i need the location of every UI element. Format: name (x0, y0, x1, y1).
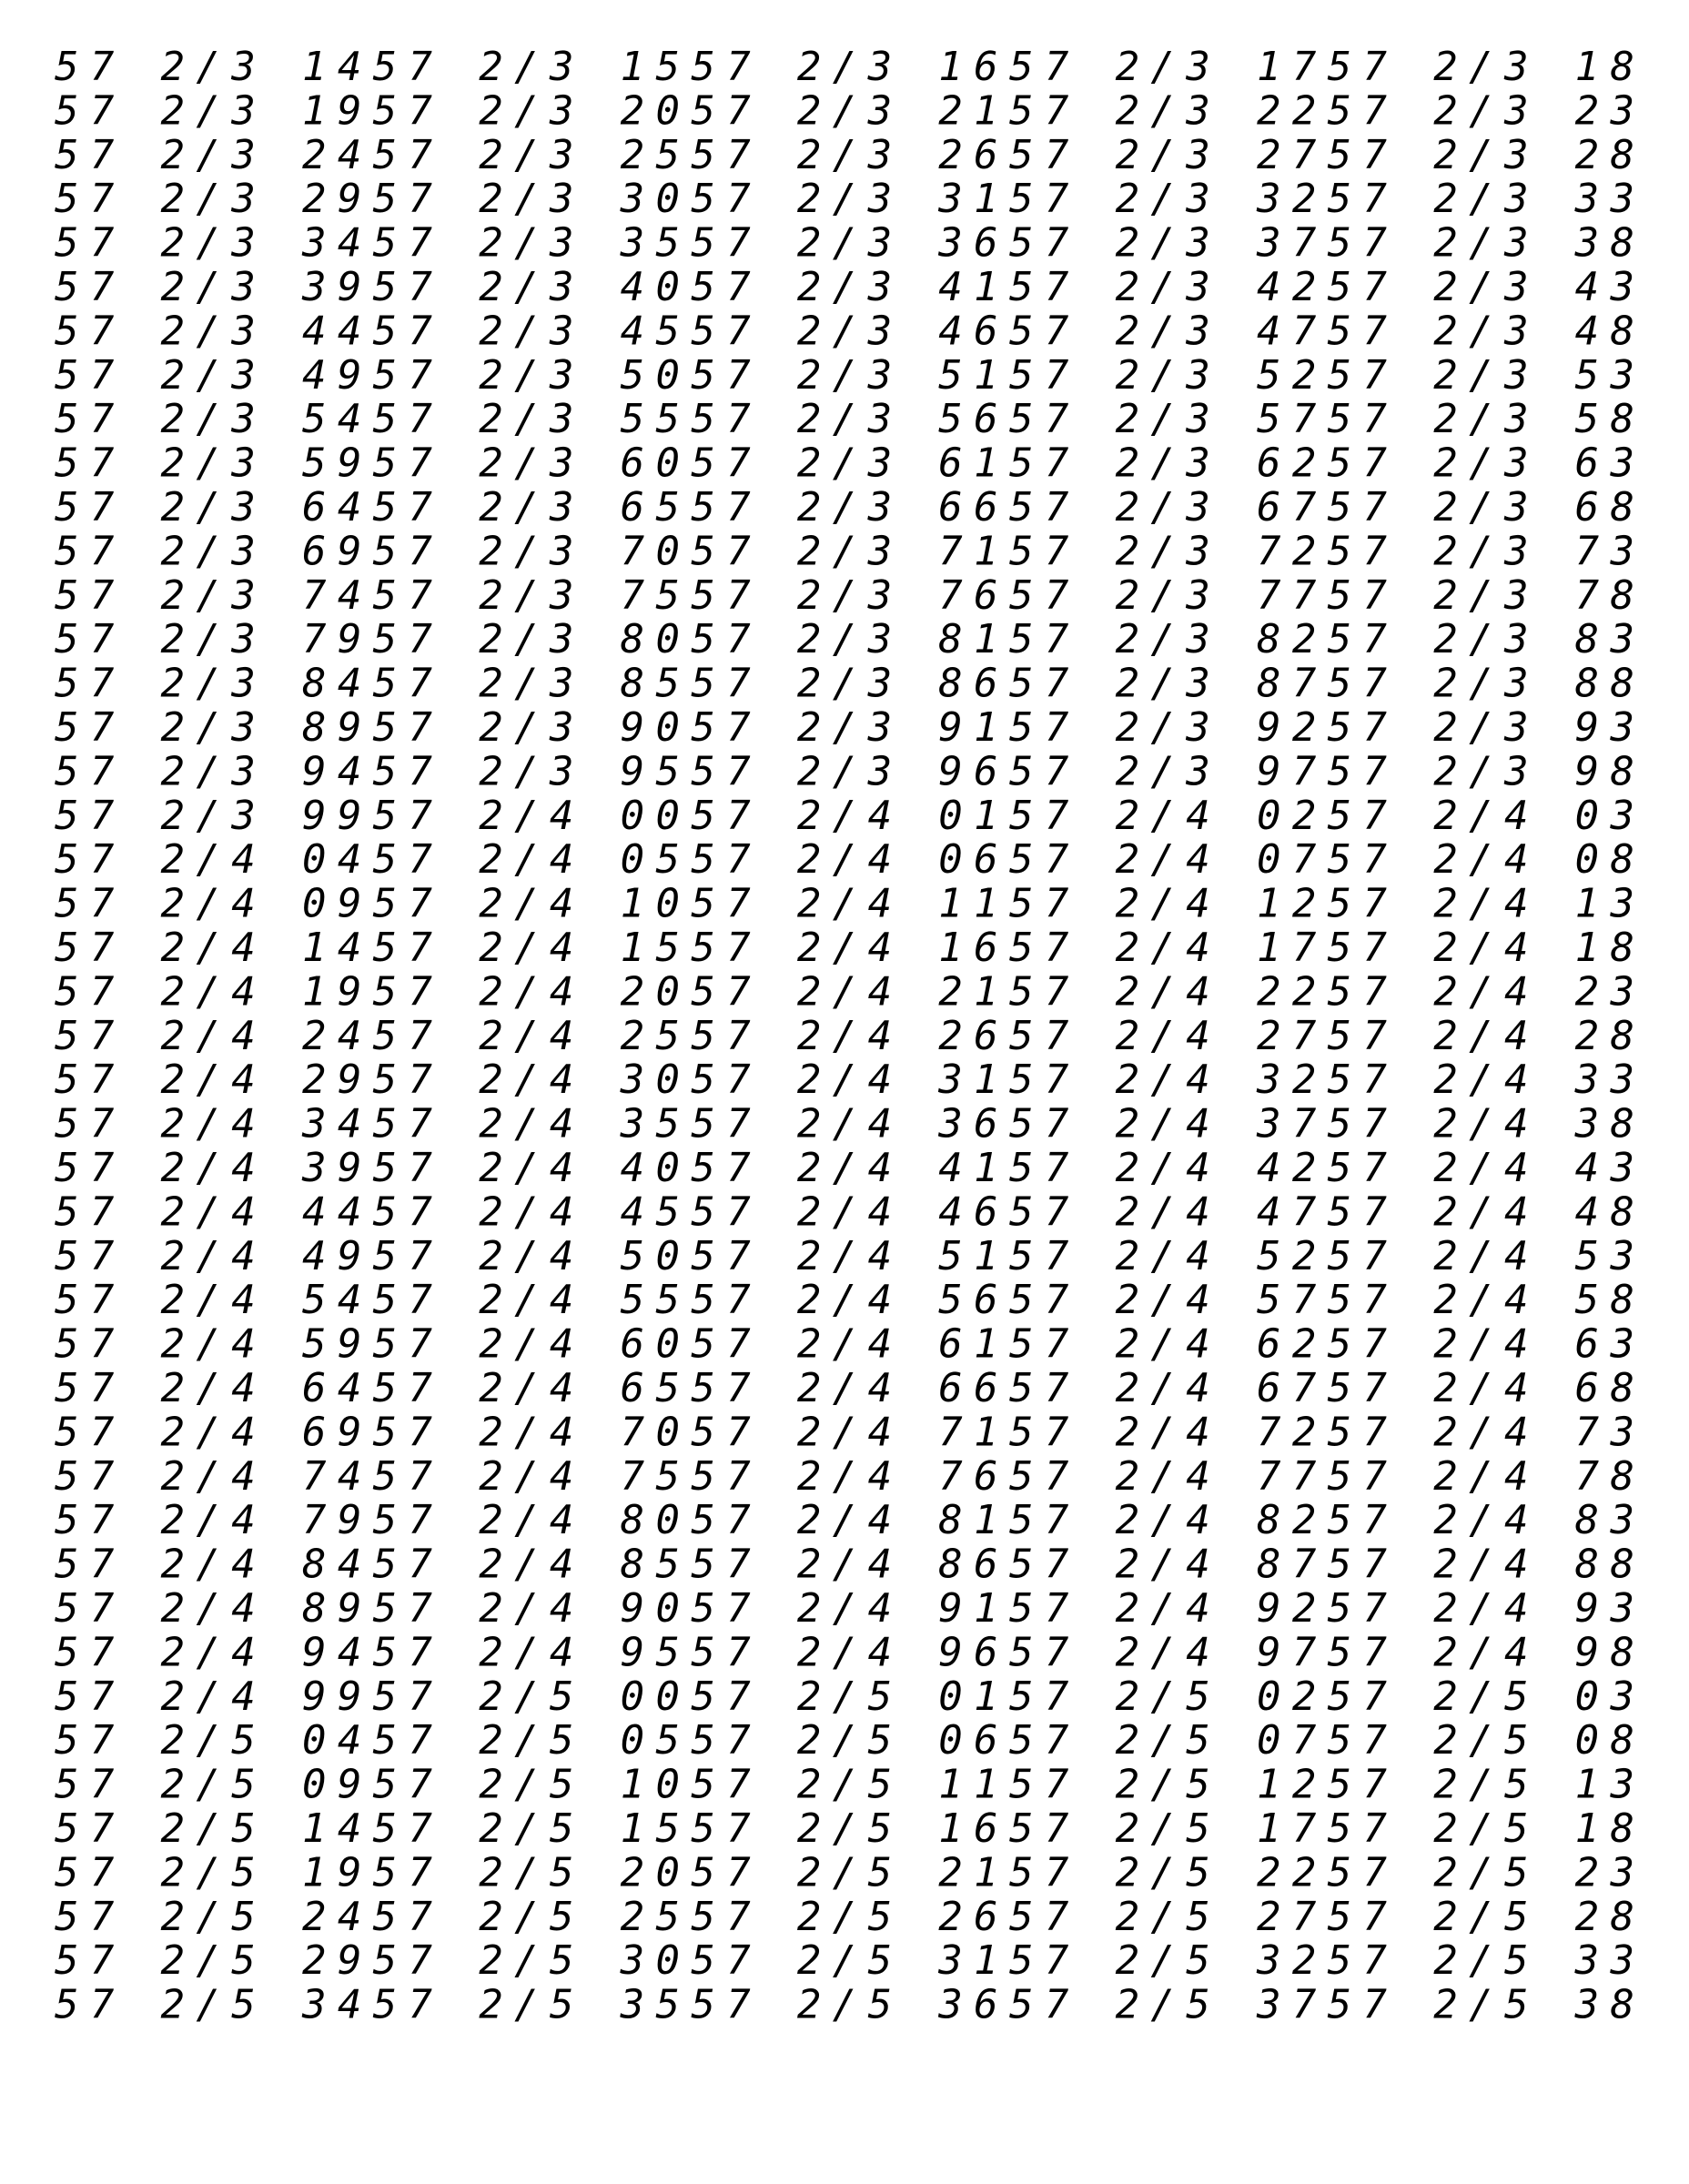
handwritten-row: 57 2/4 4457 2/4 4557 2/4 4657 2/4 4757 2/4 48 (55, 1188, 1634, 1236)
handwritten-row: 57 2/4 9957 2/5 0057 2/5 0157 2/5 0257 2/5 03 (55, 1673, 1634, 1720)
handwritten-row: 57 2/3 2457 2/3 2557 2/3 2657 2/3 2757 2/3 28 (55, 131, 1634, 178)
handwritten-row: 57 2/3 2957 2/3 3057 2/3 3157 2/3 3257 2/3 33 (55, 176, 1634, 223)
handwritten-row: 57 2/5 1457 2/5 1557 2/5 1657 2/5 1757 2/5 18 (55, 1805, 1634, 1852)
handwritten-row: 57 2/5 0957 2/5 1057 2/5 1157 2/5 1257 2/5 13 (55, 1761, 1634, 1808)
handwritten-row: 57 2/3 5957 2/3 6057 2/3 6157 2/3 6257 2/3 63 (55, 440, 1634, 487)
handwritten-row: 57 2/5 3457 2/5 3557 2/5 3657 2/5 3757 2/5 38 (55, 1981, 1634, 2028)
handwritten-row: 57 2/4 6457 2/4 6557 2/4 6657 2/4 6757 2/4 68 (55, 1365, 1634, 1411)
handwritten-row: 57 2/3 7957 2/3 8057 2/3 8157 2/3 8257 2/3 83 (55, 616, 1634, 663)
handwritten-row: 57 2/4 8957 2/4 9057 2/4 9157 2/4 9257 2/4 93 (55, 1585, 1634, 1632)
handwritten-row: 57 2/3 6457 2/3 6557 2/3 6657 2/3 6757 2/3 68 (55, 484, 1634, 531)
handwritten-row: 57 2/4 5957 2/4 6057 2/4 6157 2/4 6257 2/4 63 (55, 1320, 1634, 1368)
handwritten-row: 57 2/3 8957 2/3 9057 2/3 9157 2/3 9257 2/3 93 (55, 704, 1634, 751)
handwritten-row: 57 2/5 2457 2/5 2557 2/5 2657 2/5 2757 2/5 28 (55, 1893, 1634, 1940)
handwritten-rows (55, 44, 1634, 2028)
handwritten-row: 57 2/5 0457 2/5 0557 2/5 0657 2/5 0757 2/5 08 (55, 1717, 1634, 1764)
handwritten-row: 57 2/4 6957 2/4 7057 2/4 7157 2/4 7257 2/4 73 (55, 1409, 1634, 1456)
handwritten-row: 57 2/4 5457 2/4 5557 2/4 5657 2/4 5757 2/4 58 (55, 1277, 1634, 1324)
handwritten-row: 57 2/4 7457 2/4 7557 2/4 7657 2/4 7757 2/4 78 (55, 1452, 1634, 1500)
handwritten-row: 57 2/3 8457 2/3 8557 2/3 8657 2/3 8757 2/3 88 (55, 660, 1634, 707)
handwritten-row: 57 2/3 4957 2/3 5057 2/3 5157 2/3 5257 2/3 53 (55, 351, 1634, 399)
handwritten-row: 57 2/4 0957 2/4 1057 2/4 1157 2/4 1257 2/4 13 (55, 880, 1634, 927)
handwritten-row: 57 2/3 3457 2/3 3557 2/3 3657 2/3 3757 2/3 38 (55, 219, 1634, 267)
handwritten-row: 57 2/3 3957 2/3 4057 2/3 4157 2/3 4257 2/3 43 (55, 264, 1634, 310)
handwritten-row: 57 2/3 1957 2/3 2057 2/3 2157 2/3 2257 2/3 23 (55, 87, 1634, 135)
handwritten-row: 57 2/3 1457 2/3 1557 2/3 1657 2/3 1757 2/3 18 (55, 44, 1634, 90)
handwritten-row: 57 2/4 0457 2/4 0557 2/4 0657 2/4 0757 2/4 08 (55, 836, 1634, 884)
handwritten-row: 57 2/4 2457 2/4 2557 2/4 2657 2/4 2757 2/4 28 (55, 1012, 1634, 1059)
handwritten-row: 57 2/4 7957 2/4 8057 2/4 8157 2/4 8257 2/4 83 (55, 1497, 1634, 1544)
handwritten-row: 57 2/3 6957 2/3 7057 2/3 7157 2/3 7257 2/3 73 (55, 528, 1634, 575)
handwritten-row: 57 2/5 1957 2/5 2057 2/5 2157 2/5 2257 2/5 23 (55, 1849, 1634, 1896)
handwritten-row: 57 2/4 1957 2/4 2057 2/4 2157 2/4 2257 2/4 23 (55, 968, 1634, 1016)
handwritten-row: 57 2/3 9957 2/4 0057 2/4 0157 2/4 0257 2/4 03 (55, 792, 1634, 839)
handwritten-row: 57 2/4 8457 2/4 8557 2/4 8657 2/4 8757 2/4 88 (55, 1541, 1634, 1588)
handwritten-row: 57 2/3 7457 2/3 7557 2/3 7657 2/3 7757 2/3 78 (55, 571, 1634, 619)
handwritten-row: 57 2/4 3957 2/4 4057 2/4 4157 2/4 4257 2/4 43 (55, 1145, 1634, 1191)
handwritten-row: 57 2/5 2957 2/5 3057 2/5 3157 2/5 3257 2/5 33 (55, 1937, 1634, 1985)
handwritten-row: 57 2/3 5457 2/3 5557 2/3 5657 2/3 5757 2/3 58 (55, 396, 1634, 443)
handwritten-row: 57 2/4 3457 2/4 3557 2/4 3657 2/4 3757 2/4 38 (55, 1100, 1634, 1148)
handwritten-row: 57 2/4 4957 2/4 5057 2/4 5157 2/4 5257 2/4 53 (55, 1232, 1634, 1279)
handwritten-row: 57 2/4 9457 2/4 9557 2/4 9657 2/4 9757 2/4 98 (55, 1629, 1634, 1676)
handwritten-row: 57 2/3 4457 2/3 4557 2/3 4657 2/3 4757 2/3 48 (55, 308, 1634, 355)
handwritten-row: 57 2/3 9457 2/3 9557 2/3 9657 2/3 9757 2/3 98 (55, 748, 1634, 795)
handwritten-row: 57 2/4 1457 2/4 1557 2/4 1657 2/4 1757 2/4 18 (55, 925, 1634, 971)
handwritten-row: 57 2/4 2957 2/4 3057 2/4 3157 2/4 3257 2/4 33 (55, 1057, 1634, 1104)
